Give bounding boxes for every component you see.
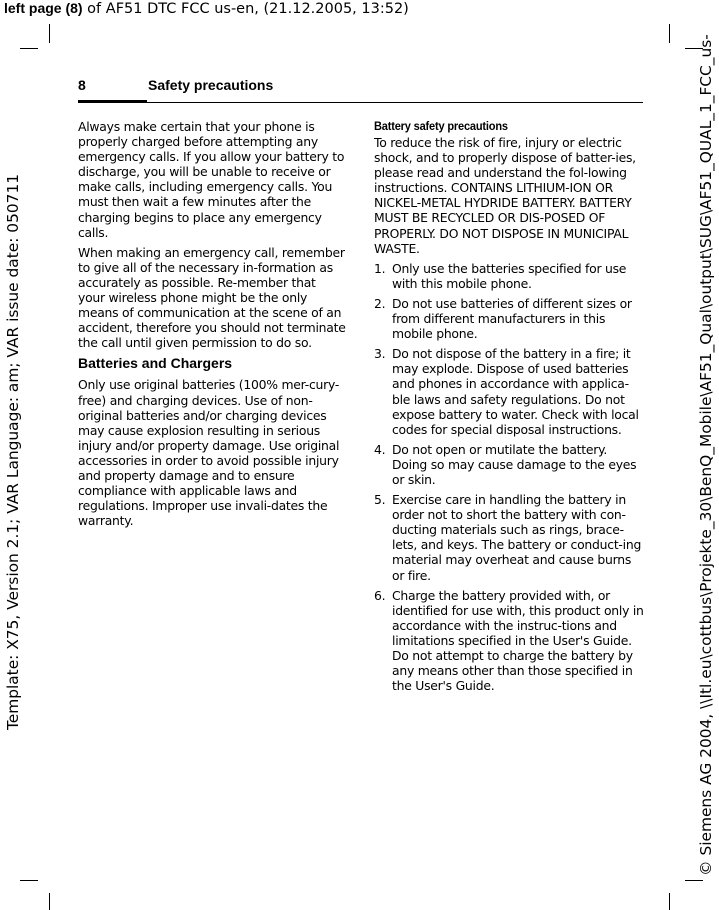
list-item <box>374 588 644 694</box>
list-item-text: Do not open or mutilate the battery. Doing so may cause damage to the eyes or skin. <box>392 441 637 487</box>
list-item-number: 5. <box>374 492 386 508</box>
list-item <box>374 296 644 341</box>
paragraph-original-batteries: Only use original batteries (100% mer-cury-free) and charging devices. Use of non-original batteries and/or charging devices may cause explosion resulting in serious injury and/or property damage. Use original accessories in order to avoid possible injury and property damage and to ensure compliance with applicable laws and regulations. Improper use invali-dates the warranty. <box>78 377 340 529</box>
crop-mark-tl-vertical <box>49 24 50 43</box>
crop-mark-tl-horizontal <box>20 48 38 49</box>
list-item-text: Exercise care in handling the battery in order not to short the battery with con-ducting materials such as rings, brace-lets, and keys. The battery or conduct-ing material may overheat and cause burns or fire. <box>392 492 642 583</box>
list-item-text: Do not use batteries of different sizes or from different manufacturers in this mobile phone. <box>392 295 632 342</box>
slug-prefix: left page (8) <box>4 0 83 16</box>
header-rule-thick <box>78 100 147 103</box>
header-rule-thin <box>147 102 643 103</box>
page-number: 8 <box>78 77 86 93</box>
list-item-text: Only use the batteries specified for use with this mobile phone. <box>392 260 627 291</box>
crop-mark-br-vertical <box>669 893 670 910</box>
list-item <box>374 442 644 487</box>
crop-mark-bl-horizontal <box>20 880 38 881</box>
template-info-vertical: Template: X75, Version 2.1; VAR Language: am; VAR issue date: 050711 <box>4 173 22 731</box>
list-item <box>374 346 644 437</box>
list-item-text: Charge the battery provided with, or identified for use with, this product only in accordance with the instruc-tions and limitations specified in the User's Guide. Do not attempt to charge the battery by any means other than those specified in the User's Guide. <box>392 587 644 694</box>
list-item-number: 1. <box>374 260 386 276</box>
list-item-number: 2. <box>374 295 386 311</box>
heading-batteries-chargers: Batteries and Chargers <box>78 355 233 372</box>
paragraph-emergency-call: When making an emergency call, remember to give all of the necessary in-formation as accurately as possible. Re-member that your wireless phone might be the only means of communication at the scene of an accident, therefore you should not terminate the call until given permission to do so. <box>78 244 346 351</box>
page-title: Safety precautions <box>148 77 274 93</box>
slug-rest: of AF51 DTC FCC us-en, (21.12.2005, 13:52) <box>82 1 409 17</box>
crop-mark-br-horizontal <box>685 880 703 881</box>
print-slug <box>4 0 409 18</box>
right-column <box>374 119 644 698</box>
list-item <box>374 492 644 583</box>
list-item-number: 6. <box>374 587 386 603</box>
list-item-text: Do not dispose of the battery in a fire; it may explode. Dispose of used batteries and phones in accordance with applica-ble laws and safety regulations. Do not expose battery to water. Check with local codes for special disposal instructions. <box>392 346 639 437</box>
paragraph-charge-phone: Always make certain that your phone is properly charged before attempting any emergency calls. If you allow your battery to discharge, you will be unable to receive or make calls, including emergency calls. You must then wait a few minutes after the charging begins to place any emergency calls. <box>78 119 345 240</box>
copyright-path-vertical: © Siemens AG 2004, \\Itl.eu\cottbus\Projekte_30\BenQ_Mobile\AF51_Qual\output\SUG\AF51_QUAL_1_FCC_us- <box>697 34 715 876</box>
paragraph-battery-intro: To reduce the risk of fire, injury or electric shock, and to properly dispose of batter-ies, please read and understand the fol-lowing instructions. CONTAINS LITHIUM-ION OR NICKEL-METAL HYDRIDE BATTERY. BATTERY MUST BE RECYCLED OR DIS-POSED OF PROPERLY. DO NOT DISPOSE IN MUNICIPAL WASTE. <box>374 135 636 256</box>
left-column <box>78 119 346 533</box>
list-item <box>374 261 644 291</box>
battery-instructions-list <box>374 261 644 694</box>
list-item-number: 4. <box>374 441 386 457</box>
heading-battery-safety: Battery safety precautions <box>374 119 508 133</box>
crop-mark-bl-vertical <box>49 893 50 910</box>
crop-mark-tr-vertical <box>669 24 670 43</box>
list-item-number: 3. <box>374 346 386 362</box>
